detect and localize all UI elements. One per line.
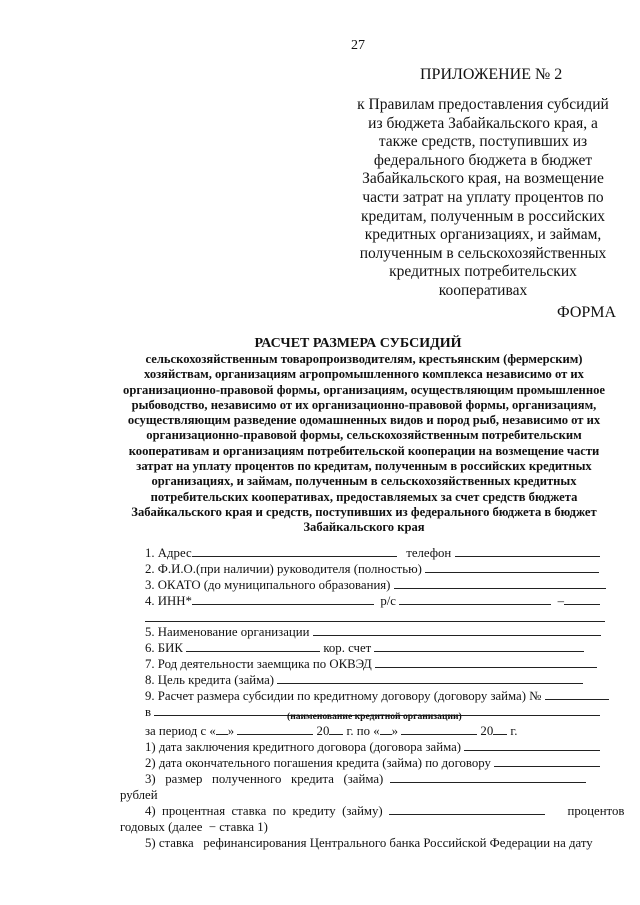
rules-line: кредитных организациях, и займам, (364, 226, 602, 244)
period-quote: » (391, 724, 399, 738)
appendix-heading: ПРИЛОЖЕНИЕ № 2 (420, 66, 563, 83)
purpose-label: 8. Цель кредита (займа) (145, 673, 275, 687)
okato-label: 3. ОКАТО (до муниципального образования) (145, 578, 391, 592)
org-name-row (145, 624, 601, 640)
period-to-year-field[interactable] (493, 723, 507, 735)
rs-label: р/с (380, 594, 396, 608)
contract-date-field[interactable] (464, 739, 600, 751)
item5-label: 5) ставка рефинансирования Центрального банка Российской Федерации на дату (145, 836, 593, 850)
in-label: в (145, 705, 152, 719)
purpose-row (145, 672, 583, 688)
subtitle-line: затрат на уплату процентов по кредитам, полученным в российских кредитных (136, 459, 592, 474)
subtitle-line: Забайкальского края и средств, поступивших из федерального бюджета в бюджет (131, 504, 597, 519)
bank-caption: (наименование кредитной организации) (287, 711, 462, 722)
calc-label: 9. Расчет размера субсидии по кредитному договору (договору займа) № (145, 689, 542, 703)
subtitle-line: организационно-правовой формы, сельскохозяйственным потребительским (146, 428, 582, 443)
okved-label: 7. Род деятельности заемщика по ОКВЭД (145, 657, 372, 671)
period-year-suffix: г. (510, 724, 518, 738)
okato-field[interactable] (394, 577, 606, 589)
item1-row (145, 739, 600, 755)
period-from-month-field[interactable] (237, 723, 313, 735)
page-number: 27 (351, 38, 365, 53)
rules-line: полученным в сельскохозяйственных (359, 244, 607, 262)
blank-line[interactable] (145, 621, 605, 622)
address-field[interactable] (192, 545, 397, 557)
loan-amount-field[interactable] (390, 771, 586, 783)
calc-row (145, 688, 609, 704)
rules-line: к Правилам предоставления субсидий (357, 96, 609, 113)
rules-line: кооперативах (438, 281, 528, 299)
contract-number-field[interactable] (545, 688, 609, 700)
purpose-field[interactable] (277, 672, 583, 684)
item2-label: 2) дата окончательного погашения кредита (займа) по договору (145, 756, 491, 770)
period-year-prefix: 20 (480, 724, 494, 738)
subtitle-line: организациях, и займам, полученным в сельскохозяйственных кредитных (151, 474, 577, 489)
phone-field[interactable] (455, 545, 600, 557)
corr-account-field[interactable] (374, 640, 584, 652)
rs-field[interactable] (399, 593, 551, 605)
rs-dash: – (557, 594, 564, 608)
okved-field[interactable] (375, 656, 597, 668)
document-subtitle (116, 352, 612, 536)
head-name-row (145, 561, 599, 577)
item1-label: 1) дата заключения кредитного договора (договора займа) (145, 740, 462, 754)
org-name-label: 5. Наименование организации (145, 625, 310, 639)
address-label: 1. Адрес (145, 546, 192, 560)
form-label: ФОРМА (557, 304, 617, 321)
inn-label: 4. ИНН* (145, 594, 192, 608)
bik-row (145, 640, 584, 656)
head-name-field[interactable] (425, 561, 599, 573)
item2-row (145, 755, 600, 771)
document-title: РАСЧЕТ РАЗМЕРА СУБСИДИЙ (254, 336, 462, 351)
period-to-label: г. по « (346, 724, 380, 738)
period-from-label: за период с « (145, 724, 216, 738)
item4-label: 4) процентная ставка по кредиту (займу) (145, 804, 383, 818)
subtitle-line: осуществляющим разведение одомашненных видов и пород рыб, независимо от их (127, 413, 601, 428)
bik-field[interactable] (186, 640, 320, 652)
address-row (145, 545, 600, 561)
period-from-year-field[interactable] (329, 723, 343, 735)
item4-row (145, 803, 624, 819)
inn-field[interactable] (192, 593, 374, 605)
head-name-label: 2. Ф.И.О.(при наличии) руководителя (полностью) (145, 562, 422, 576)
item3-label: 3) размер полученного кредита (займа) (145, 772, 384, 786)
period-row (145, 723, 517, 739)
rules-line: кредитных потребительских (389, 263, 577, 281)
inn-row (145, 593, 600, 609)
rules-line: федерального бюджета в бюджет (373, 151, 593, 169)
rules-line: также средств, поступивших из (378, 133, 588, 151)
okato-row (145, 577, 606, 593)
interest-rate-field[interactable] (389, 803, 545, 815)
appendix-reference (352, 96, 614, 301)
org-name-field[interactable] (313, 624, 601, 636)
subtitle-line: сельскохозяйственным товаропроизводителям, крестьянским (фермерским) (145, 352, 583, 366)
rules-line: из бюджета Забайкальского края, а (368, 114, 598, 132)
period-year-prefix: 20 (316, 724, 330, 738)
subtitle-line: организационно-правовой формы, организациям, осуществляющим промышленное (123, 382, 605, 397)
period-from-day-field[interactable] (216, 723, 228, 735)
subtitle-line: Забайкальского края (303, 520, 425, 535)
subtitle-line: потребительских кооперативах, предоставляемых за счет средств бюджета (150, 489, 578, 504)
percent-label: процентов (567, 804, 625, 818)
corr-label: кор. счет (323, 641, 372, 655)
rules-line: кредитам, полученным в российских (360, 207, 606, 225)
okved-row (145, 656, 597, 672)
subtitle-line: кооперативам и организациям потребительской кооперации на возмещение части (128, 443, 600, 458)
subtitle-line: рыбоводство, независимо от их организационно-правовой формы, организациям, (131, 397, 597, 412)
period-to-day-field[interactable] (380, 723, 392, 735)
rules-line: части затрат на уплату процентов по (362, 188, 604, 206)
rs-suffix-field[interactable] (564, 593, 600, 605)
item4-continuation: годовых (далее − ставка 1) (120, 820, 268, 834)
period-quote: » (227, 724, 235, 738)
bik-label: 6. БИК (145, 641, 183, 655)
rules-line: Забайкальского края, на возмещение (362, 170, 604, 188)
subtitle-line: хозяйствам, организациям агропромышленного комплекса независимо от их (144, 367, 584, 382)
item3-row (145, 771, 586, 787)
period-to-month-field[interactable] (401, 723, 477, 735)
phone-label: телефон (406, 546, 452, 560)
rubles-label: рублей (120, 788, 158, 802)
repayment-date-field[interactable] (494, 755, 600, 767)
